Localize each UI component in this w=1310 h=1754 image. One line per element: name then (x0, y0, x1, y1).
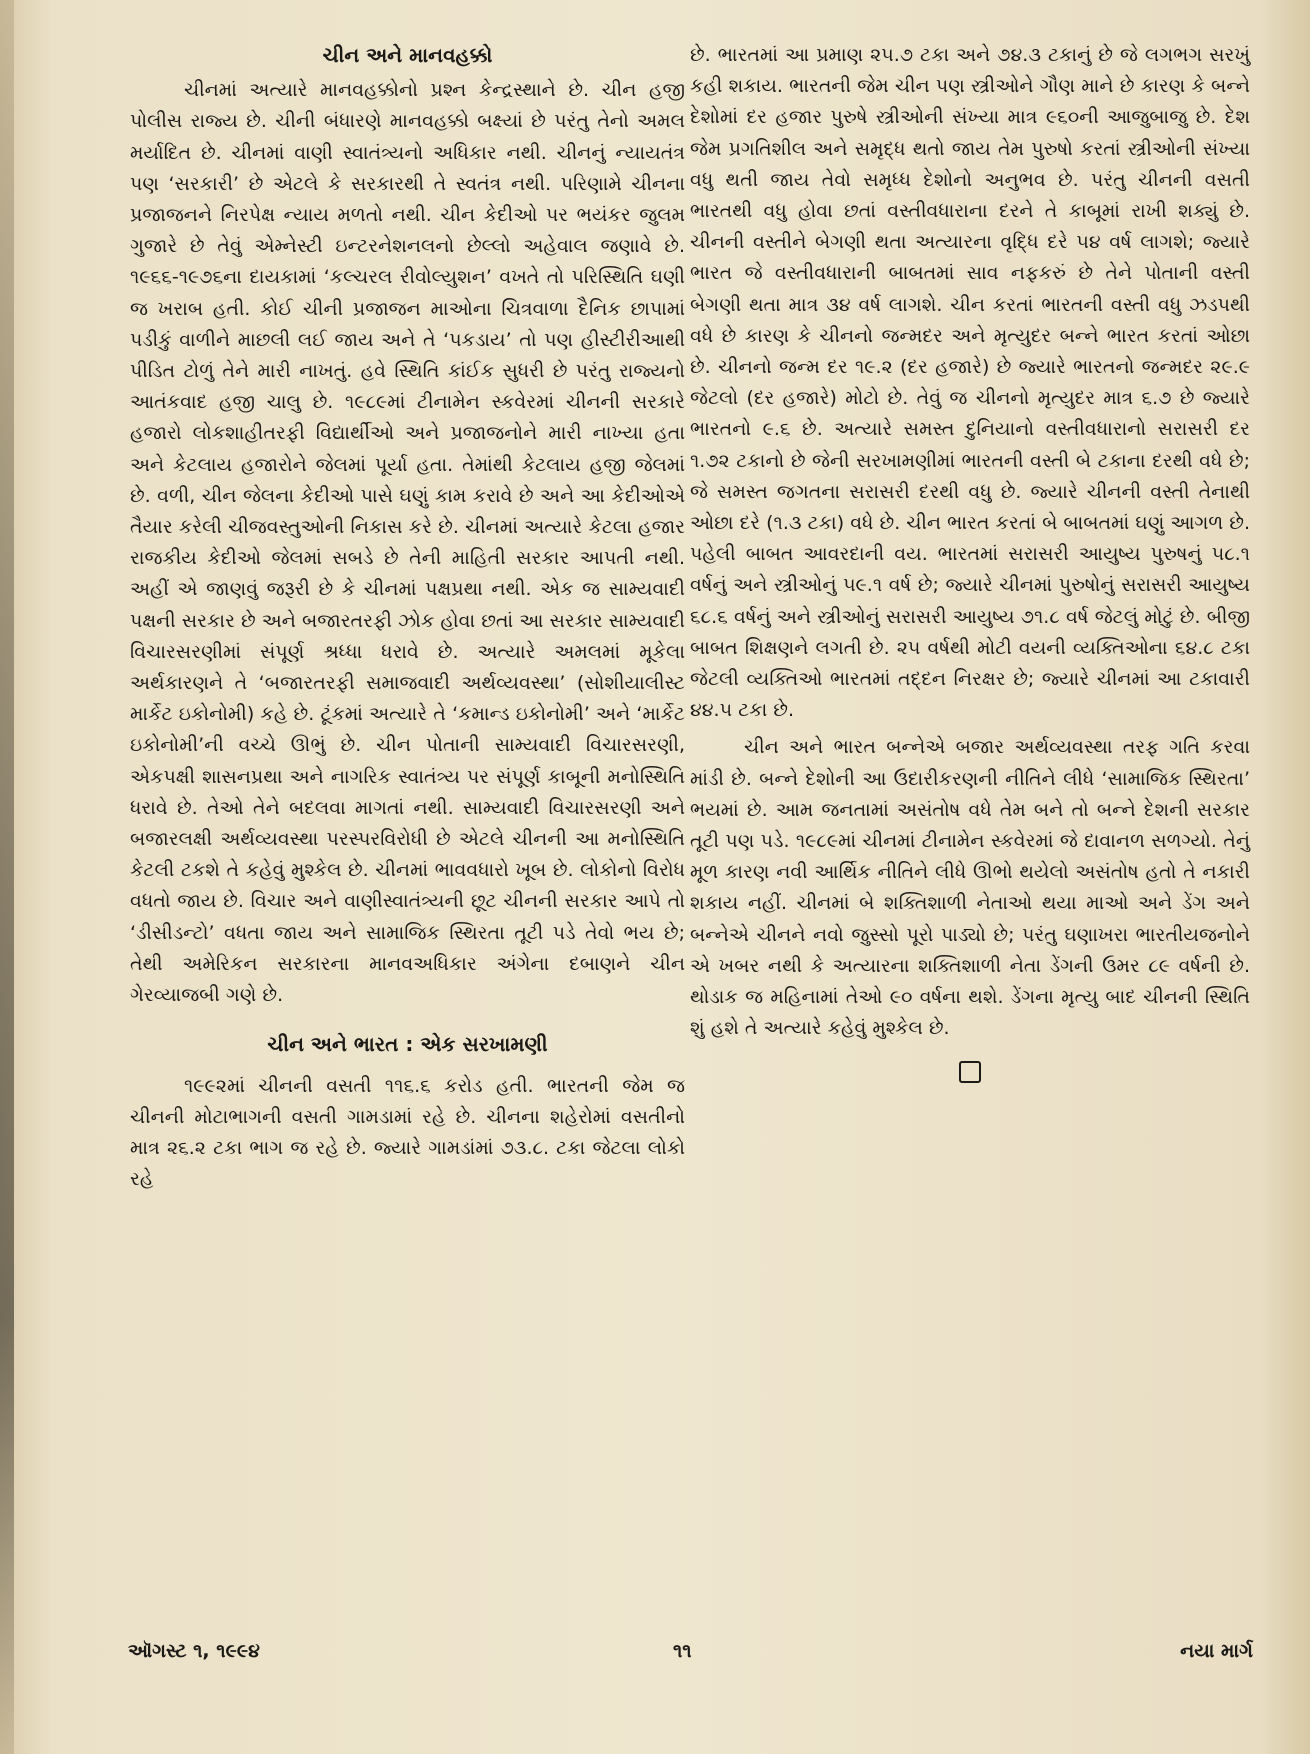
right-column (690, 40, 1250, 1083)
page-edge-shadow (0, 0, 14, 1754)
article-paragraph: ચીન અને ભારત બન્નેએ બજાર અર્થવ્યવસ્થા તરફ ગતિ કરવા માંડી છે. બન્ને દેશોની આ ઉદારીકરણની નીતિને લીધે ‘સામાજિક સ્થિરતા’ ભયમાં છે. આમ જનતામાં અસંતોષ વધે તેમ બને તો બન્ને દેશની સરકાર તૂટી પણ પડે. ૧૯૮૯માં ચીનમાં ટીનામેન સ્કવેરમાં જે દાવાનળ સળગ્યો. તેનું મૂળ કારણ નવી આર્થિક નીતિને લીધે ઊભો થયેલો અસંતોષ હતો તે નકારી શકાય નહીં. ચીનમાં બે શક્તિશાળી નેતાઓ થયા માઓ અને ડેંગ અને બન્નેએ ચીનને નવો જુસ્સો પૂરો પાડ્યો છે; પરંતુ ઘણાખરા ભારતીયજનોને એ ખબર નથી કે અત્યારના શક્તિશાળી નેતા ડેંગની ઉમર ૮૯ વર્ષની છે. થોડાક જ મહિનામાં તેઓ ૯૦ વર્ષના થશે. ડેંગના મૃત્યુ બાદ ચીનની સ્થિતિ શું હશે તે અત્યારે કહેવું મુશ્કેલ છે. (690, 736, 1250, 1040)
magazine-name: નયા માર્ગ (1180, 1640, 1253, 1662)
left-column (130, 40, 685, 1195)
section-heading-comparison: ચીન અને ભારત : એક સરખામણી (267, 1032, 548, 1057)
article-paragraph: ચીનમાં અત્યારે માનવહક્કોનો પ્રશ્ન કેન્દ્રસ્થાને છે. ચીન હજી પોલીસ રાજ્ય છે. ચીની બંધારણે માનવહક્કો બક્ષ્યાં છે પરંતુ તેનો અમલ મર્યાદિત છે. ચીનમાં વાણી સ્વાતંત્ર્યનો અધિકાર નથી. ચીનનું ન્યાયતંત્ર પણ ‘સરકારી’ છે એટલે કે સરકારથી તે સ્વતંત્ર નથી. પરિણામે ચીનના પ્રજાજનને નિરપેક્ષ ન્યાય મળતો નથી. ચીન કેદીઓ પર ભયંકર જુલમ ગુજારે છે તેવું એમ્નેસ્ટી ઇન્ટરનેશનલનો છેલ્લો અહેવાલ જણાવે છે. ૧૯૬૬-૧૯૭૬ના દાયકામાં ‘કલ્ચરલ રીવોલ્યુશન’ વખતે તો પરિસ્થિતિ ઘણી જ ખરાબ હતી. કોઈ ચીની પ્રજાજન માઓના ચિત્રવાળા દૈનિક છાપામાં પડીકું વાળીને માછલી લઈ જાય અને તે ‘પકડાય’ તો પણ હીસ્ટીરીઆથી પીડિત ટોળું તેને મારી નાખતું. હવે સ્થિતિ કાંઈક સુધરી છે પરંતુ રાજ્યનો આતંકવાદ હજી ચાલુ છે. ૧૯૮૯માં ટીનામેન સ્કવેરમાં ચીનની સરકારે હજારો લોકશાહીતરફી વિદ્યાર્થીઓ અને પ્રજાજનોને મારી નાખ્યા હતા અને કેટલાય હજારોને જેલમાં પૂર્યા હતા. તેમાંથી કેટલાય હજી જેલમાં છે. વળી, ચીન જેલના કેદીઓ પાસે ઘણું કામ કરાવે છે અને આ કેદીઓએ તૈયાર કરેલી ચીજવસ્તુઓની નિકાસ કરે છે. ચીનમાં અત્યારે કેટલા હજાર રાજકીય કેદીઓ જેલમાં સબડે છે તેની માહિતી સરકાર આપતી નથી. અહીં એ જાણવું જરૂરી છે કે ચીનમાં પક્ષપ્રથા નથી. એક જ સામ્યવાદી પક્ષની સરકાર છે અને બજારતરફી ઝોક હોવા છતાં આ સરકાર સામ્યવાદી વિચારસરણીમાં સંપૂર્ણ શ્રધ્ધા ધરાવે છે. અત્યારે અમલમાં મૂકેલા અર્થકારણને તે ‘બજારતરફી સમાજવાદી અર્થવ્યવસ્થા’ (સોશીયાલીસ્ટ માર્કેટ ઇકોનોમી) કહે છે. ટૂંકમાં અત્યારે તે ‘કમાન્ડ ઇકોનોમી’ અને ‘માર્કેટ ઇકોનોમી’ની વચ્ચે ઊભું છે. ચીન પોતાની સામ્યવાદી વિચારસરણી, એકપક્ષી શાસનપ્રથા અને નાગરિક સ્વાતંત્ર્ય પર સંપૂર્ણ કાબૂની મનોસ્થિતિ ધરાવે છે. તેઓ તેને બદલવા માગતાં નથી. સામ્યવાદી વિચારસરણી અને બજારલક્ષી અર્થવ્યવસ્થા પરસ્પરવિરોધી છે એટલે ચીનની આ મનોસ્થિતિ કેટલી ટકશે તે કહેવું મુશ્કેલ છે. ચીનમાં ભાવવધારો ખૂબ છે. લોકોનો વિરોધ વધતો જાય છે. વિચાર અને વાણીસ્વાતંત્ર્યની છૂટ ચીનની સરકાર આપે તો ‘ડીસીડન્ટો’ વધતા જાય અને સામાજિક સ્થિરતા તૂટી પડે તેવો ભય છે; તેથી અમેરિકન સરકારના માનવઅધિકાર અંગેના દબાણને ચીન ગેરવ્યાજબી ગણે છે. (130, 79, 686, 1007)
article-paragraph: છે. ભારતમાં આ પ્રમાણ ૨૫.૭ ટકા અને ૭૪.૩ ટકાનું છે જે લગભગ સરખું કહી શકાય. ભારતની જેમ ચીન પણ સ્ત્રીઓને ગૌણ માને છે કારણ કે બન્ને દેશોમાં દર હજાર પુરુષે સ્ત્રીઓની સંખ્યા માત્ર ૯૬૦ની આજુબાજુ છે. દેશ જેમ પ્રગતિશીલ અને સમૃદ્ધ થતો જાય તેમ પુરુષો કરતાં સ્ત્રીઓની સંખ્યા વધુ થતી જાય તેવો સમૃધ્ધ દેશોનો અનુભવ છે. પરંતુ ચીનની વસતી ભારતથી વધુ હોવા છતાં વસ્તીવધારાના દરને તે કાબૂમાં રાખી શક્યું છે. ચીનની વસ્તીને બેગણી થતા અત્યારના વૃદ્ધિ દરે ૫૪ વર્ષ લાગશે; જ્યારે ભારત જે વસ્તીવધારાની બાબતમાં સાવ નફકરું છે તેને પોતાની વસ્તી બેગણી થતા માત્ર ૩૪ વર્ષ લાગશે. ચીન કરતાં ભારતની વસ્તી વધુ ઝડપથી વધે છે કારણ કે ચીનનો જન્મદર અને મૃત્યુદર બન્ને ભારત કરતાં ઓછા છે. ચીનનો જન્મ દર ૧૯.૨ (દર હજારે) છે જ્યારે ભારતનો જન્મદર ૨૯.૯ જેટલો (દર હજારે) મોટો છે. તેવું જ ચીનનો મૃત્યુદર માત્ર ૬.૭ છે જ્યારે ભારતનો ૯.૬ છે. અત્યારે સમસ્ત દુનિયાનો વસ્તીવધારાનો સરાસરી દર ૧.૭૨ ટકાનો છે જેની સરખામણીમાં ભારતની વસ્તી બે ટકાના દરથી વધે છે; જે સમસ્ત જગતના સરાસરી દરથી વધુ છે. જ્યારે ચીનની વસ્તી તેનાથી ઓછા દરે (૧.૩ ટકા) વધે છે. ચીન ભારત કરતાં બે બાબતમાં ઘણું આગળ છે. પહેલી બાબત આવરદાની વય. ભારતમાં સરાસરી આયુષ્ય પુરુષનું ૫૮.૧ વર્ષનું અને સ્ત્રીઓનું ૫૯.૧ વર્ષ છે; જ્યારે ચીનમાં પુરુષોનું સરાસરી આયુષ્ય ૬૮.૬ વર્ષનું અને સ્ત્રીઓનું સરાસરી આયુષ્ય ૭૧.૮ વર્ષ જેટલું મોટું છે. બીજી બાબત શિક્ષણને લગતી છે. ૨૫ વર્ષથી મોટી વયની વ્યક્તિઓના ૬૪.૮ ટકા જેટલી વ્યક્તિઓ ભારતમાં તદ્દન નિરક્ષર છે; જ્યારે ચીનમાં આ ટકાવારી ૪૪.૫ ટકા છે. (690, 44, 1250, 722)
section-heading-human-rights: ચીન અને માનવહક્કો (322, 43, 493, 67)
issue-date: ઑગસ્ટ ૧, ૧૯૯૪ (128, 1640, 260, 1662)
page-footer (128, 1640, 1253, 1670)
page-number: ૧૧ (673, 1640, 692, 1662)
article-paragraph: ૧૯૯૨માં ચીનની વસતી ૧૧૬.૬ કરોડ હતી. ભારતની જેમ જ ચીનની મોટાભાગની વસતી ગામડામાં રહે છે. ચીનના શહેરોમાં વસતીનો માત્ર ૨૬.૨ ટકા ભાગ જ રહે છે. જ્યારે ગામડાંમાં ૭૩.૮. ટકા જેટલા લોકો રહે (130, 1074, 685, 1191)
article-end-mark-icon (959, 1061, 981, 1083)
